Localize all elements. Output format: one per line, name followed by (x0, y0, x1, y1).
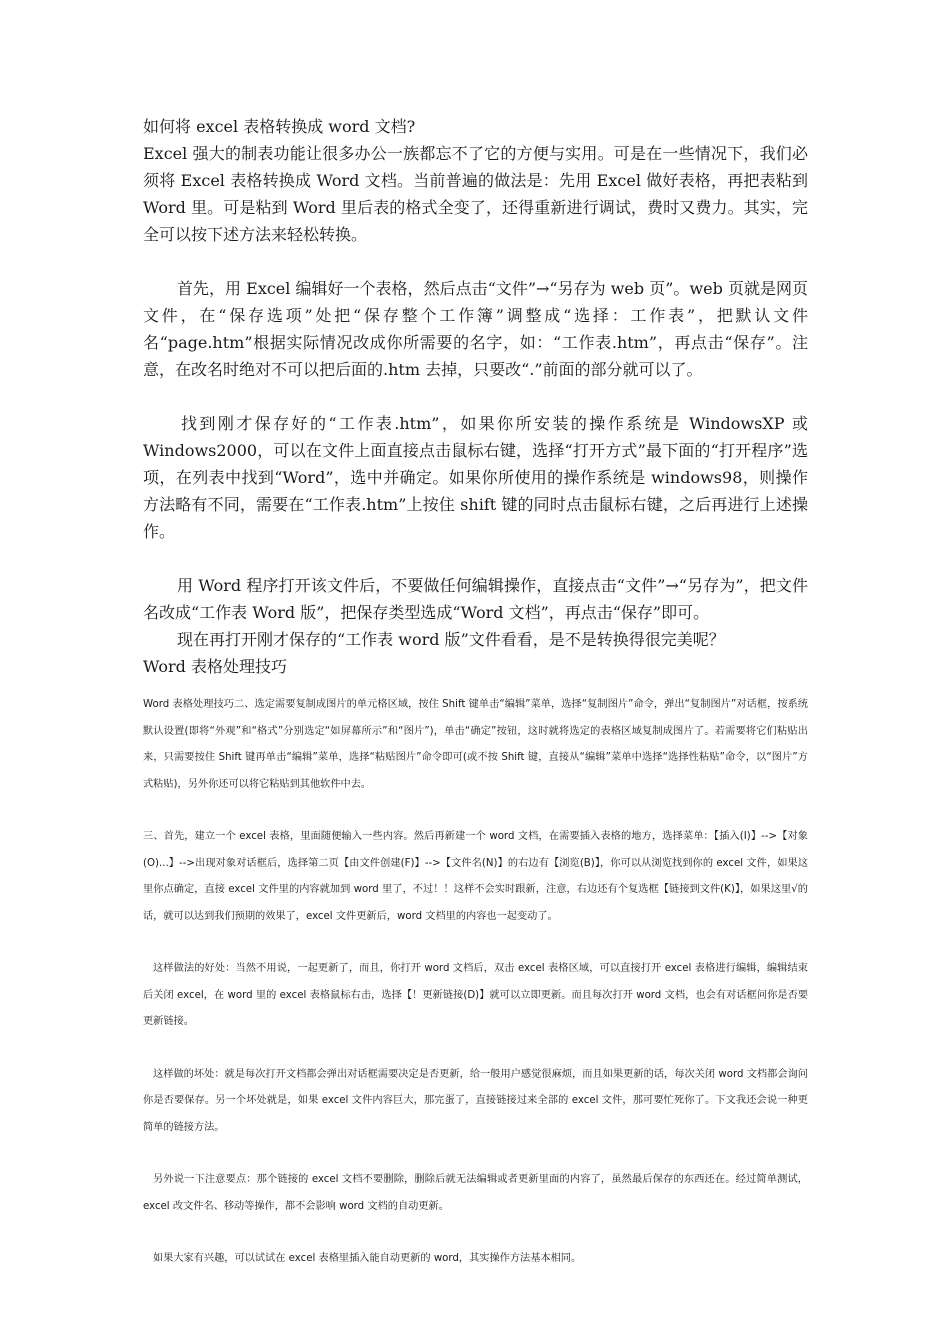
step3-paragraph: 用 Word 程序打开该文件后，不要做任何编辑操作，直接点击“文件”→“另存为”，把文件名改成“工作表 Word 版”，把保存类型选成“Word 文档”，再点击“保存”即可。 (143, 576, 808, 622)
paragraph-spacer (143, 930, 808, 956)
closing-paragraph: 如果大家有兴趣，可以试试在 excel 表格里插入能自动更新的 word，其实操作方法基本相同。 (153, 1253, 582, 1264)
step4-paragraph: 现在再打开刚才保存的“工作表 word 版”文件看看，是不是转换得很完美呢？ (177, 630, 725, 649)
paragraph-spacer (143, 1141, 808, 1167)
intro-paragraph: Excel 强大的制表功能让很多办公一族都忘不了它的方便与实用。可是在一些情况下，我们必须将 Excel 表格转换成 Word 文档。当前普遍的做法是：先用 Excel 做好表格，再把表粘到 Word 里。可是粘到 Word 里后表的格式全变了，还得重新进行调试，费时又费力。其实，完全可以按下述方法来轻松转换。 (143, 144, 808, 244)
tip2-paragraph: Word 表格处理技巧二、选定需要复制成图片的单元格区域，按住 Shift 键单击“编辑”菜单，选择“复制图片”命令，弹出“复制图片”对话框，按系统默认设置(即将“外观”和“格式”分别选定“如屏幕所示”和“图片”)，单击“确定”按钮，这时就将选定的表格区域复制成图片了。若需要将它们粘贴出来，只需要按住 Shift 键再单击“编辑”菜单，选择“粘贴图片”命令即可(或不按 Shift 键，直接从“编辑”菜单中选择“选择性粘贴”命令，以“图片”方式粘贴)，另外你还可以将它粘贴到其他软件中去。 (143, 699, 808, 790)
section-spacer (143, 680, 808, 692)
paragraph-spacer (143, 248, 808, 275)
document-body (143, 113, 808, 1273)
tip3-paragraph: 三、首先，建立一个 excel 表格，里面随便输入一些内容。然后再新建一个 word 文档，在需要插入表格的地方，选择菜单：【插入(I)】-->【对象(O)...】-->出现对象对话框后，选择第二页【由文件创建(F)】-->【文件名(N)】的右边有【浏览(B)】，你可以从浏览找到你的 excel 文件，如果这里你点确定，直接 excel 文件里的内容就加到 word 里了，不过！！这样不会实时跟新，注意，右边还有个复选框【链接到文件(K)】，如果这里√的话，就可以达到我们预期的效果了，excel 文件更新后，word 文档里的内容也一起变动了。 (143, 831, 808, 922)
paragraph-spacer (143, 1036, 808, 1062)
note-paragraph: 另外说一下注意要点：那个链接的 excel 文档不要删除，删除后就无法编辑或者更新里面的内容了，虽然最后保存的东西还在。经过简单测试，excel 改文件名、移动等操作，都不会影响 word 文档的自动更新。 (143, 1174, 808, 1212)
paragraph-spacer (143, 798, 808, 824)
section2-title: Word 表格处理技巧 (143, 657, 287, 676)
paragraph-spacer (143, 383, 808, 410)
advantage-paragraph: 这样做法的好处：当然不用说，一起更新了，而且，你打开 word 文档后，双击 excel 表格区域，可以直接打开 excel 表格进行编辑，编辑结束后关闭 excel，在 word 里的 excel 表格鼠标右击，选择【！更新链接(D)】就可以立即更新。而且每次打开 word 文档，也会有对话框问你是否要更新链接。 (143, 963, 808, 1027)
step1-paragraph: 首先，用 Excel 编辑好一个表格，然后点击“文件”→“另存为 web 页”。web 页就是网页文件，在“保存选项”处把“保存整个工作簿”调整成“选择：工作表”，把默认文件名“page.htm”根据实际情况改成你所需要的名字，如：“工作表.htm”，再点击“保存”。注意，在改名时绝对不可以把后面的.htm 去掉，只要改“.”前面的部分就可以了。 (143, 279, 808, 379)
paragraph-spacer (143, 545, 808, 572)
document-title: 如何将 excel 表格转换成 word 文档? (143, 117, 416, 136)
paragraph-spacer (143, 1220, 808, 1246)
disadvantage-paragraph: 这样做的坏处：就是每次打开文档都会弹出对话框需要决定是否更新，给一般用户感觉很麻烦，而且如果更新的话，每次关闭 word 文档都会询问你是否要保存。另一个坏处就是，如果 excel 文件内容巨大，那完蛋了，直接链接过来全部的 excel 文件，那可要忙死你了。下文我还会说一种更简单的链接方法。 (143, 1068, 808, 1133)
step2-paragraph: 找到刚才保存好的“工作表.htm”，如果你所安装的操作系统是 WindowsXP 或 Windows2000，可以在文件上面直接点击鼠标右键，选择“打开方式”最下面的“打开程序”选项，在列表中找到“Word”，选中并确定。如果你所使用的操作系统是 windows98，则操作方法略有不同，需要在“工作表.htm”上按住 shift 键的同时点击鼠标右键，之后再进行上述操作。 (143, 414, 808, 541)
